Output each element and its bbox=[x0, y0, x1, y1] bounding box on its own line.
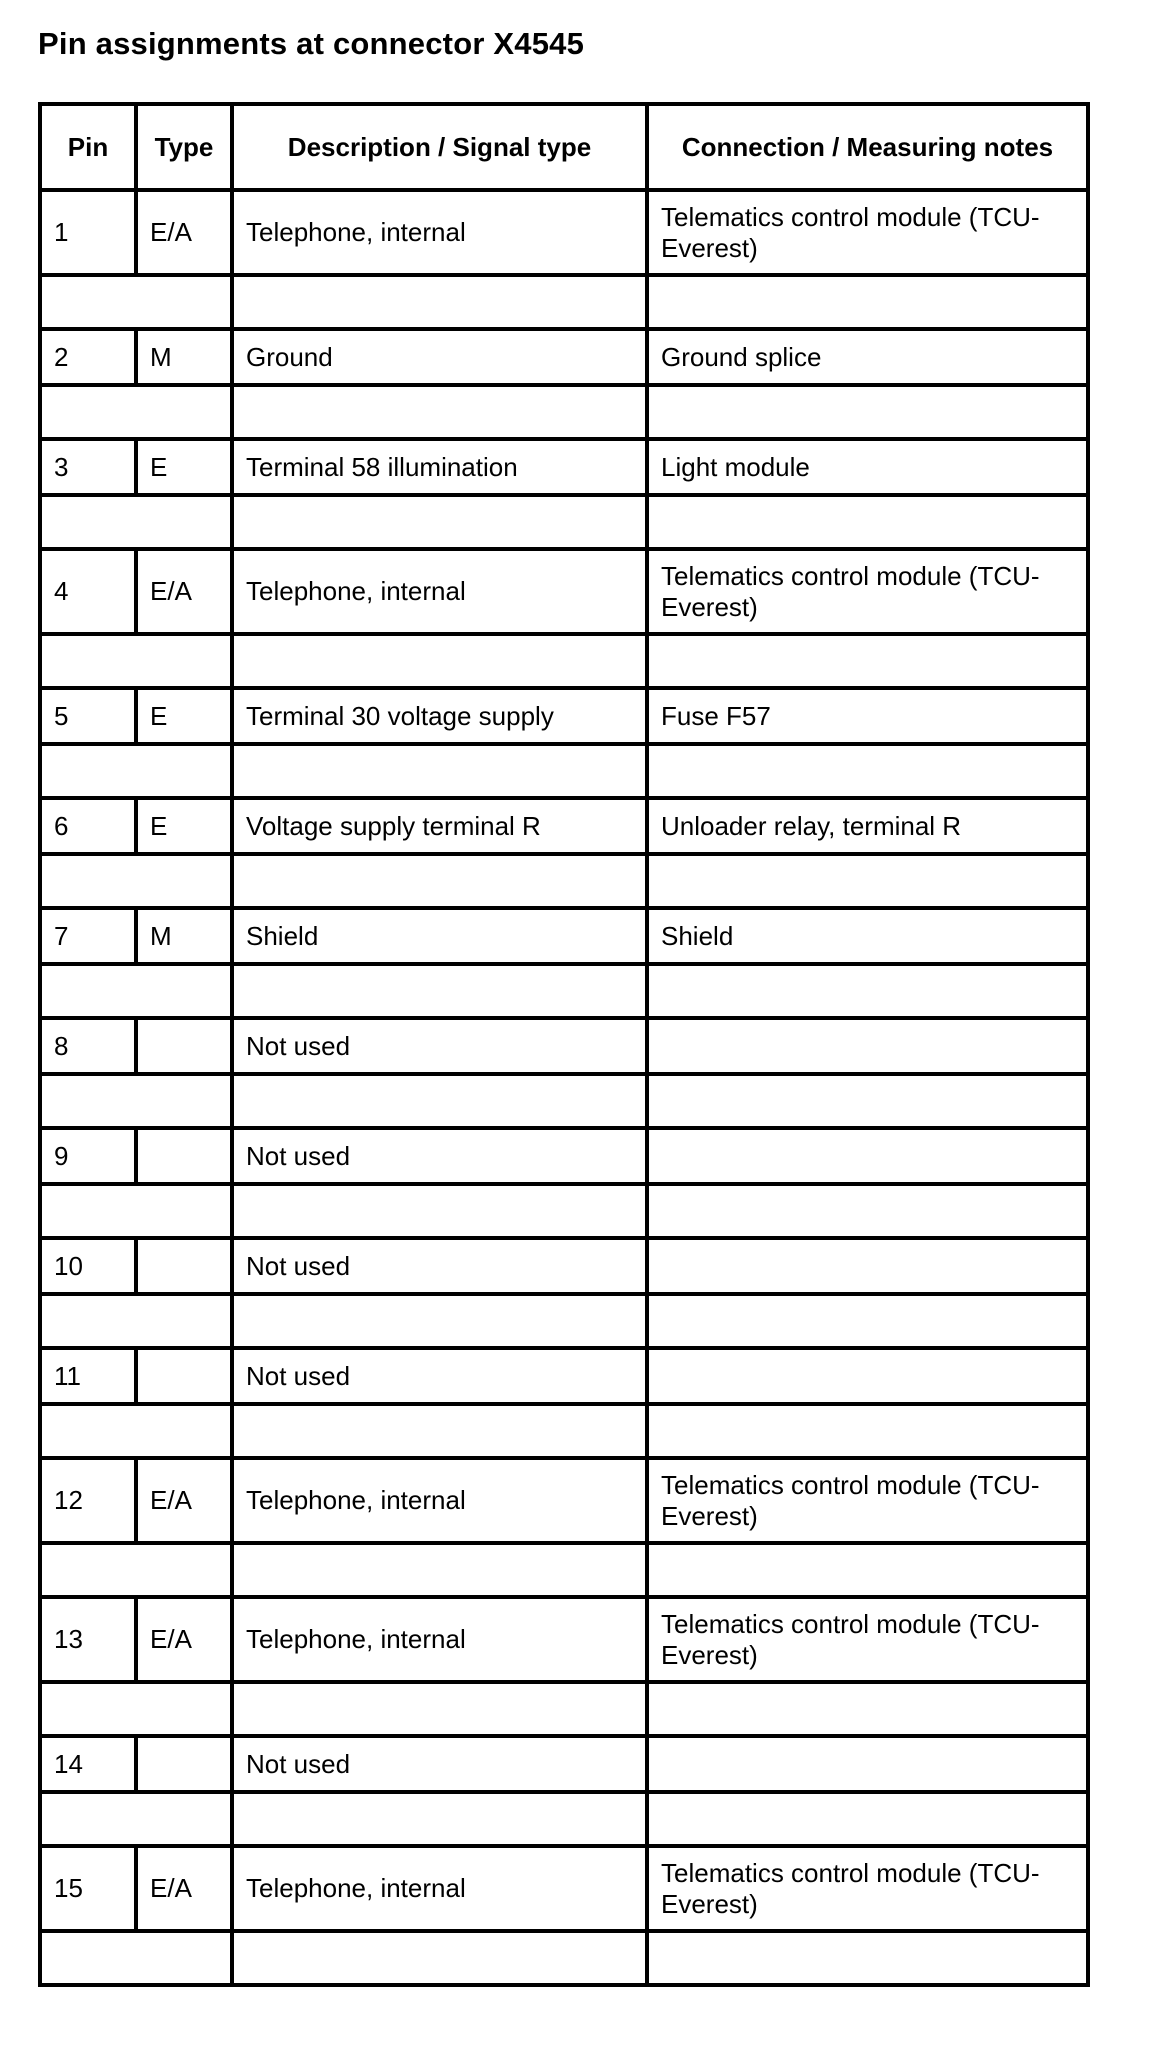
cell-pin: 1 bbox=[40, 190, 136, 275]
cell-description: Not used bbox=[232, 1018, 647, 1074]
spacer-cell bbox=[232, 1404, 647, 1458]
cell-type: E bbox=[136, 688, 232, 744]
cell-description: Telephone, internal bbox=[232, 549, 647, 634]
cell-connection: Unloader relay, terminal R bbox=[647, 798, 1088, 854]
spacer-cell bbox=[647, 1543, 1088, 1597]
spacer-row bbox=[40, 275, 1088, 329]
table-row bbox=[40, 1846, 1088, 1931]
cell-connection bbox=[647, 1128, 1088, 1184]
spacer-row bbox=[40, 1074, 1088, 1128]
cell-pin: 2 bbox=[40, 329, 136, 385]
spacer-row bbox=[40, 385, 1088, 439]
spacer-row bbox=[40, 744, 1088, 798]
cell-description: Not used bbox=[232, 1238, 647, 1294]
spacer-cell bbox=[232, 1294, 647, 1348]
spacer-cell bbox=[40, 1792, 232, 1846]
spacer-cell bbox=[40, 1404, 232, 1458]
table-row bbox=[40, 329, 1088, 385]
table-row bbox=[40, 1458, 1088, 1543]
spacer-cell bbox=[232, 1682, 647, 1736]
cell-description: Terminal 58 illumination bbox=[232, 439, 647, 495]
spacer-cell bbox=[40, 854, 232, 908]
spacer-cell bbox=[232, 1931, 647, 1985]
cell-type bbox=[136, 1736, 232, 1792]
header-type: Type bbox=[136, 104, 232, 190]
cell-type: E/A bbox=[136, 1458, 232, 1543]
spacer-cell bbox=[232, 1792, 647, 1846]
cell-connection: Telematics control module (TCU-Everest) bbox=[647, 190, 1088, 275]
table-row bbox=[40, 1348, 1088, 1404]
spacer-cell bbox=[40, 744, 232, 798]
cell-description: Telephone, internal bbox=[232, 190, 647, 275]
spacer-cell bbox=[647, 1792, 1088, 1846]
spacer-cell bbox=[647, 385, 1088, 439]
cell-pin: 10 bbox=[40, 1238, 136, 1294]
spacer-row bbox=[40, 854, 1088, 908]
spacer-row bbox=[40, 1543, 1088, 1597]
spacer-cell bbox=[40, 1682, 232, 1736]
cell-connection bbox=[647, 1736, 1088, 1792]
header-connection: Connection / Measuring notes bbox=[647, 104, 1088, 190]
cell-description: Not used bbox=[232, 1128, 647, 1184]
cell-pin: 13 bbox=[40, 1597, 136, 1682]
spacer-cell bbox=[647, 1682, 1088, 1736]
table-row bbox=[40, 1238, 1088, 1294]
table-row bbox=[40, 798, 1088, 854]
header-row bbox=[40, 104, 1088, 190]
cell-connection: Ground splice bbox=[647, 329, 1088, 385]
spacer-row bbox=[40, 964, 1088, 1018]
cell-type bbox=[136, 1128, 232, 1184]
spacer-cell bbox=[647, 1074, 1088, 1128]
spacer-cell bbox=[647, 854, 1088, 908]
cell-description: Not used bbox=[232, 1736, 647, 1792]
spacer-cell bbox=[232, 964, 647, 1018]
cell-description: Telephone, internal bbox=[232, 1597, 647, 1682]
spacer-cell bbox=[647, 634, 1088, 688]
cell-description: Not used bbox=[232, 1348, 647, 1404]
spacer-cell bbox=[232, 495, 647, 549]
table-row bbox=[40, 688, 1088, 744]
table-row bbox=[40, 908, 1088, 964]
cell-type: E/A bbox=[136, 1597, 232, 1682]
cell-description: Shield bbox=[232, 908, 647, 964]
spacer-cell bbox=[40, 1074, 232, 1128]
spacer-row bbox=[40, 634, 1088, 688]
cell-pin: 7 bbox=[40, 908, 136, 964]
spacer-cell bbox=[232, 385, 647, 439]
table-row bbox=[40, 190, 1088, 275]
spacer-cell bbox=[232, 744, 647, 798]
spacer-cell bbox=[647, 1184, 1088, 1238]
cell-connection: Telematics control module (TCU-Everest) bbox=[647, 549, 1088, 634]
cell-type: E/A bbox=[136, 1846, 232, 1931]
cell-type: M bbox=[136, 329, 232, 385]
spacer-row bbox=[40, 1792, 1088, 1846]
spacer-cell bbox=[232, 1543, 647, 1597]
cell-type bbox=[136, 1018, 232, 1074]
cell-pin: 14 bbox=[40, 1736, 136, 1792]
spacer-row bbox=[40, 1184, 1088, 1238]
cell-description: Telephone, internal bbox=[232, 1458, 647, 1543]
cell-connection bbox=[647, 1348, 1088, 1404]
spacer-cell bbox=[232, 854, 647, 908]
spacer-cell bbox=[40, 1931, 232, 1985]
spacer-cell bbox=[232, 1184, 647, 1238]
cell-description: Voltage supply terminal R bbox=[232, 798, 647, 854]
cell-pin: 3 bbox=[40, 439, 136, 495]
cell-description: Telephone, internal bbox=[232, 1846, 647, 1931]
table-row bbox=[40, 1597, 1088, 1682]
cell-pin: 12 bbox=[40, 1458, 136, 1543]
cell-connection: Telematics control module (TCU-Everest) bbox=[647, 1846, 1088, 1931]
header-pin: Pin bbox=[40, 104, 136, 190]
cell-type: E bbox=[136, 439, 232, 495]
pin-assignment-table bbox=[38, 102, 1090, 1987]
cell-pin: 15 bbox=[40, 1846, 136, 1931]
spacer-cell bbox=[647, 1404, 1088, 1458]
cell-connection: Light module bbox=[647, 439, 1088, 495]
page-title: Pin assignments at connector X4545 bbox=[38, 26, 585, 61]
table-row bbox=[40, 549, 1088, 634]
cell-pin: 4 bbox=[40, 549, 136, 634]
spacer-cell bbox=[40, 1294, 232, 1348]
spacer-row bbox=[40, 495, 1088, 549]
spacer-cell bbox=[40, 964, 232, 1018]
header-description: Description / Signal type bbox=[232, 104, 647, 190]
cell-type bbox=[136, 1348, 232, 1404]
cell-pin: 8 bbox=[40, 1018, 136, 1074]
spacer-cell bbox=[647, 1294, 1088, 1348]
cell-type: E/A bbox=[136, 549, 232, 634]
cell-pin: 9 bbox=[40, 1128, 136, 1184]
pin-rows bbox=[40, 190, 1088, 1985]
cell-type: M bbox=[136, 908, 232, 964]
spacer-cell bbox=[40, 1184, 232, 1238]
cell-description: Terminal 30 voltage supply bbox=[232, 688, 647, 744]
table-row bbox=[40, 1128, 1088, 1184]
cell-pin: 11 bbox=[40, 1348, 136, 1404]
table-row bbox=[40, 1736, 1088, 1792]
spacer-row bbox=[40, 1682, 1088, 1736]
cell-connection: Fuse F57 bbox=[647, 688, 1088, 744]
spacer-cell bbox=[232, 275, 647, 329]
cell-description: Ground bbox=[232, 329, 647, 385]
cell-connection: Telematics control module (TCU-Everest) bbox=[647, 1597, 1088, 1682]
spacer-cell bbox=[40, 275, 232, 329]
spacer-cell bbox=[232, 1074, 647, 1128]
table-row bbox=[40, 439, 1088, 495]
cell-type: E/A bbox=[136, 190, 232, 275]
spacer-cell bbox=[40, 1543, 232, 1597]
cell-type: E bbox=[136, 798, 232, 854]
cell-connection bbox=[647, 1018, 1088, 1074]
cell-pin: 6 bbox=[40, 798, 136, 854]
spacer-row bbox=[40, 1404, 1088, 1458]
spacer-cell bbox=[647, 964, 1088, 1018]
spacer-row bbox=[40, 1931, 1088, 1985]
spacer-cell bbox=[40, 385, 232, 439]
cell-pin: 5 bbox=[40, 688, 136, 744]
cell-connection: Telematics control module (TCU-Everest) bbox=[647, 1458, 1088, 1543]
spacer-cell bbox=[647, 275, 1088, 329]
spacer-cell bbox=[647, 1931, 1088, 1985]
cell-connection: Shield bbox=[647, 908, 1088, 964]
spacer-cell bbox=[647, 744, 1088, 798]
spacer-cell bbox=[40, 495, 232, 549]
spacer-row bbox=[40, 1294, 1088, 1348]
spacer-cell bbox=[40, 634, 232, 688]
spacer-cell bbox=[647, 495, 1088, 549]
cell-type bbox=[136, 1238, 232, 1294]
cell-connection bbox=[647, 1238, 1088, 1294]
table-row bbox=[40, 1018, 1088, 1074]
spacer-cell bbox=[232, 634, 647, 688]
